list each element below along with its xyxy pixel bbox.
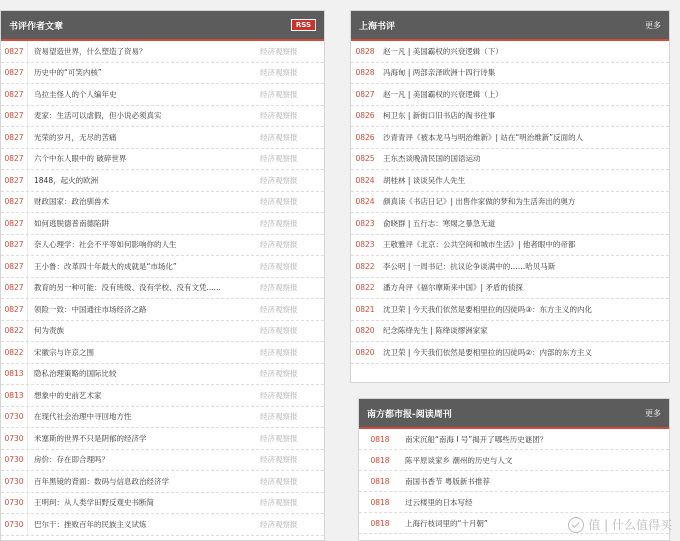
list-item[interactable]: [351, 84, 669, 106]
item-title-link[interactable]: 财政国家：政治驯兽术: [27, 192, 256, 213]
item-date: 0818: [370, 476, 390, 486]
item-date: 0827: [4, 283, 24, 293]
shanghai-reviews-title: 上海书评: [359, 21, 396, 32]
item-title-link[interactable]: 光荣的岁月，无尽的苦痛: [27, 127, 256, 148]
item-title-link[interactable]: 教育的另一种可能：没有班级、没有学校、没有文凭......: [27, 278, 256, 299]
item-source: 经济观察报: [260, 304, 298, 314]
list-item[interactable]: [351, 127, 669, 149]
list-item[interactable]: [1, 213, 324, 235]
item-date: 0827: [4, 132, 24, 142]
item-source: 经济观察报: [260, 261, 298, 271]
item-title-link[interactable]: 百年黑镜的背面：数码与信息政治经济学: [27, 471, 256, 492]
item-title-link[interactable]: 过云楼里的日本写经: [405, 497, 473, 507]
item-title-link[interactable]: 李公明 | 一周书记：抗议论争谈满中的……哈贝马斯: [383, 261, 556, 271]
item-date: 0827: [4, 240, 24, 250]
item-date: 0813: [4, 390, 24, 400]
list-item[interactable]: [1, 342, 324, 364]
item-date: 0827: [4, 111, 24, 121]
item-date: 0820: [355, 347, 375, 357]
item-date: 0828: [355, 68, 375, 78]
item-title-link[interactable]: 王敬雅评《北京：公共空间和城市生活》| 他者眼中的帝都: [383, 240, 576, 250]
item-source: 经济观察报: [260, 433, 298, 443]
item-date: 0822: [4, 347, 24, 357]
list-item[interactable]: [351, 256, 669, 278]
item-title-link[interactable]: 六个中东人眼中的 破碎世界: [27, 149, 256, 170]
item-title-link[interactable]: 宋徽宗与许京之围: [27, 342, 256, 363]
shanghai-more-link[interactable]: 更多: [645, 20, 661, 30]
list-item[interactable]: [1, 84, 324, 106]
item-source: 经济观察报: [260, 218, 298, 228]
list-item[interactable]: [359, 429, 669, 450]
item-date: 0730: [4, 433, 24, 443]
rss-button[interactable]: RSS: [291, 19, 316, 31]
item-date: 0821: [355, 304, 375, 314]
item-title-link[interactable]: 巴尔干：挫败百年的民族主义试炼: [27, 514, 256, 535]
item-date: 0818: [370, 455, 390, 465]
watermark: [568, 516, 672, 533]
item-title-link[interactable]: 1848，起火的欧洲: [27, 170, 256, 191]
list-item[interactable]: [351, 106, 669, 128]
item-title-link[interactable]: 冯海甸 | 两部亲泽欧洲十四行诗集: [383, 68, 496, 78]
item-title-link[interactable]: 想象中的史前艺术家: [27, 385, 256, 406]
item-date: 0827: [4, 218, 24, 228]
item-title-link[interactable]: 王明珂：从人类学田野反观史书断简: [27, 493, 256, 514]
item-title-link[interactable]: 潘方舟评《福尔摩斯来中国》| 矛盾的侦探: [383, 283, 523, 293]
item-date: 0818: [370, 434, 390, 444]
list-item[interactable]: [1, 106, 324, 128]
item-title-link[interactable]: 赵一凡 | 美国霸权的兴衰逻辑（下）: [383, 46, 503, 56]
item-title-link[interactable]: 隐私治理策略的国际比较: [27, 364, 256, 385]
list-item[interactable]: [1, 41, 324, 63]
item-title-link[interactable]: 在现代社会治理中寻回地方性: [27, 407, 256, 428]
item-title-link[interactable]: 南国书香节 粤版新书推荐: [405, 476, 490, 486]
list-item[interactable]: [1, 407, 324, 429]
item-source: 经济观察报: [260, 89, 298, 99]
item-date: 0827: [4, 197, 24, 207]
list-item[interactable]: [1, 63, 324, 85]
list-item[interactable]: [1, 278, 324, 300]
shanghai-reviews-header: [351, 11, 669, 41]
item-title-link[interactable]: 奈人心理学：社会不平等如何影响你的人生: [27, 235, 256, 256]
list-item[interactable]: [359, 450, 669, 471]
list-item[interactable]: [1, 299, 324, 321]
item-source: 经济观察报: [260, 326, 298, 336]
item-date: 0822: [4, 326, 24, 336]
list-item[interactable]: [1, 450, 324, 472]
item-source: 经济观察报: [260, 476, 298, 486]
southern-weekly-header: [359, 399, 669, 429]
book-reviews-list: [1, 41, 324, 536]
shanghai-reviews-list: [351, 41, 669, 364]
item-date: 0827: [4, 304, 24, 314]
item-date: 0827: [4, 261, 24, 271]
item-source: 经济观察报: [260, 68, 298, 78]
item-date: 0730: [4, 412, 24, 422]
list-item[interactable]: [1, 192, 324, 214]
list-item[interactable]: [351, 299, 669, 321]
list-item[interactable]: [1, 514, 324, 536]
item-source: 经济观察报: [260, 132, 298, 142]
item-date: 0730: [4, 455, 24, 465]
list-item[interactable]: [1, 235, 324, 257]
watermark-text: 值 | 什么值得买: [588, 518, 672, 532]
book-reviews-header: [1, 11, 324, 41]
list-item[interactable]: [1, 321, 324, 343]
item-title-link[interactable]: 米塞斯的世界不只是阴郁的经济学: [27, 428, 256, 449]
item-source: 经济观察报: [260, 498, 298, 508]
list-item[interactable]: [351, 41, 669, 63]
item-source: 经济观察报: [260, 455, 298, 465]
item-title-link[interactable]: 乌拉圭怪人的个人编年史: [27, 84, 256, 105]
item-date: 0824: [355, 197, 375, 207]
item-source: 经济观察报: [260, 519, 298, 529]
item-title-link[interactable]: 柯卫东 | 新街口旧书店的淘书往事: [383, 111, 496, 121]
item-title-link[interactable]: 赵一凡 | 美国霸权的兴衰逻辑（上）: [383, 89, 503, 99]
list-item[interactable]: [1, 471, 324, 493]
smzdm-logo-icon: [568, 517, 584, 533]
item-date: 0818: [370, 518, 390, 528]
item-date: 0827: [4, 175, 24, 185]
item-date: 0818: [370, 497, 390, 507]
item-title-link[interactable]: 陈平原谈家乡 潮州的历史与人文: [405, 455, 513, 465]
item-date: 0730: [4, 476, 24, 486]
list-item[interactable]: [351, 63, 669, 85]
item-date: 0730: [4, 498, 24, 508]
list-item[interactable]: [359, 492, 669, 513]
item-date: 0825: [355, 154, 375, 164]
item-date: 0827: [4, 68, 24, 78]
southern-more-link[interactable]: 更多: [645, 408, 661, 418]
item-source: 经济观察报: [260, 347, 298, 357]
item-source: 经济观察报: [260, 240, 298, 250]
item-title-link[interactable]: 纪念陈绛先生 | 陈绛谈缪洲家家: [383, 326, 488, 336]
southern-weekly-title: 南方都市报-阅读周刊: [367, 409, 452, 420]
item-title-link[interactable]: 沈卫荣 | 今天我们依然是要相里拉的囚徒吗③：东方主义的内化: [383, 304, 593, 314]
item-source: 经济观察报: [260, 197, 298, 207]
item-date: 0824: [355, 175, 375, 185]
item-date: 0823: [355, 240, 375, 250]
item-title-link[interactable]: 麦家：生活可以虐假，但小说必须真实: [27, 106, 256, 127]
book-reviews-title: 书评作者文章: [9, 21, 64, 32]
list-item[interactable]: [1, 428, 324, 450]
item-title-link[interactable]: 领险一致：中国通往市场经济之路: [27, 299, 256, 320]
item-source: 经济观察报: [260, 175, 298, 185]
list-item[interactable]: [1, 170, 324, 192]
item-date: 0828: [355, 46, 375, 56]
item-date: 0826: [355, 111, 375, 121]
item-title-link[interactable]: 俞晓群 | 五行志：寒焬之暴急无道: [383, 218, 496, 228]
list-item[interactable]: [351, 321, 669, 343]
item-date: 0820: [355, 326, 375, 336]
item-date: 0827: [4, 154, 24, 164]
item-title-link[interactable]: 历史中的“可笑内核”: [27, 63, 256, 84]
item-title-link[interactable]: 胡桂林 | 谈谈吴作人先生: [383, 175, 466, 185]
item-date: 0822: [355, 261, 375, 271]
list-item[interactable]: [351, 235, 669, 257]
list-item[interactable]: [351, 149, 669, 171]
item-title-link[interactable]: 南宋沉船“南海 I 号”揭开了哪些历史谜团？: [405, 434, 548, 444]
item-title-link[interactable]: 资易望造世界，什么塑造了资易？: [27, 41, 256, 62]
item-source: 经济观察报: [260, 369, 298, 379]
item-title-link[interactable]: 何为责族: [27, 321, 256, 342]
shanghai-reviews-panel: [350, 10, 670, 383]
list-item[interactable]: [351, 278, 669, 300]
item-source: 经济观察报: [260, 390, 298, 400]
item-source: 经济观察报: [260, 111, 298, 121]
list-item[interactable]: [1, 364, 324, 386]
list-item[interactable]: [1, 493, 324, 515]
book-reviews-panel: [0, 10, 325, 541]
list-item[interactable]: [351, 192, 669, 214]
item-source: 经济观察报: [260, 283, 298, 293]
item-date: 0827: [4, 89, 24, 99]
item-title-link[interactable]: 房价：存在即合理吗？: [27, 450, 256, 471]
item-date: 0826: [355, 132, 375, 142]
item-title-link[interactable]: 沈卫荣 | 今天我们依然是要相里拉的囚徒吗②：内部的东方主义: [383, 347, 593, 357]
list-item[interactable]: [351, 342, 669, 364]
item-date: 0813: [4, 369, 24, 379]
list-item[interactable]: [351, 213, 669, 235]
item-title-link[interactable]: 如何逃脱德普南德陷阱: [27, 213, 256, 234]
item-title-link[interactable]: 沙青青评《被本龙马与明治维新》| 站在“明治维新”反面的人: [383, 132, 584, 142]
item-date: 0822: [355, 283, 375, 293]
item-title-link[interactable]: 颜真读《书店日记》| 出售作家做的梦和为生活奔出的奥方: [383, 197, 576, 207]
list-item[interactable]: [1, 127, 324, 149]
item-title-link[interactable]: 王小鲁：改革四十年最大的成就是“市场化”: [27, 256, 256, 277]
list-item[interactable]: [359, 471, 669, 492]
item-date: 0827: [4, 46, 24, 56]
item-source: 经济观察报: [260, 412, 298, 422]
item-source: 经济观察报: [260, 46, 298, 56]
item-date: 0827: [355, 89, 375, 99]
list-item[interactable]: [1, 385, 324, 407]
item-title-link[interactable]: 上海行枝词里的“十月朝”: [405, 518, 488, 528]
list-item[interactable]: [1, 256, 324, 278]
item-title-link[interactable]: 王东杰谈晚清民国的国语运动: [383, 154, 481, 164]
list-item[interactable]: [351, 170, 669, 192]
item-date: 0823: [355, 218, 375, 228]
item-date: 0730: [4, 519, 24, 529]
item-source: 经济观察报: [260, 154, 298, 164]
list-item[interactable]: [1, 149, 324, 171]
